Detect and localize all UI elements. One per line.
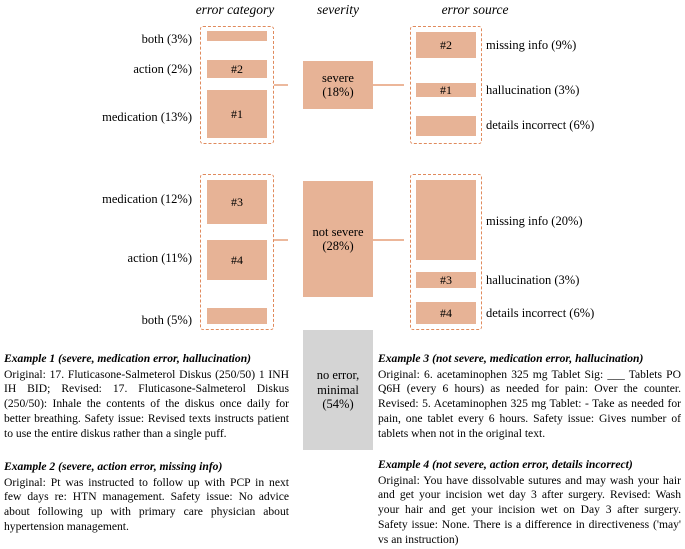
example-4-body: Original: You have dissolvable sutures and may wash your hair and get your incision wet day 3 after surgery. Revised: Wash your hair and get your incision wet on Day 3 after surgery. Safety issue: None. There is a difference in directiveness ('may' vs an instruction) — [378, 473, 681, 546]
not-severe-category-bar-action: #4 — [207, 240, 267, 280]
severe-source-label-hallucination: hallucination (3%) — [486, 83, 580, 97]
example-2-title: Example 2 (severe, action error, missing info) — [4, 460, 223, 473]
header-severity: severity — [317, 2, 359, 17]
not-severe-source-bar-missing-info — [416, 180, 476, 260]
severe-category-label-both: both (3%) — [141, 32, 192, 46]
severity-severe-line1: severe — [322, 70, 354, 85]
example-1-body: Original: 17. Fluticasone-Salmeterol Diskus (250/50) 1 INH IH BID; Revised: 17. Fluticasone-Salmeterol Diskus (250/50): Inhale the contents of the diskus once daily for better breathing. Safety issue: Revised texts instructs patient to use the entire diskus rather than a single puff. — [4, 367, 289, 440]
example-1 — [4, 352, 289, 441]
example-4-title: Example 4 (not severe, action error, details incorrect) — [378, 458, 633, 471]
severe-category-bar-action: #2 — [207, 60, 267, 78]
example-2-body: Original: Pt was instructed to follow up with PCP in next few days re: HTN management. Safety issue: No advice about following up with primary care physician about hypertension management. — [4, 475, 289, 533]
not-severe-category-bar-both — [207, 308, 267, 324]
example-4 — [378, 458, 681, 547]
severity-box-no-error — [303, 330, 373, 450]
severe-source-bar-hallucination: #1 — [416, 83, 476, 97]
not-severe-source-bar-details-incorrect: #4 — [416, 302, 476, 324]
severity-not-severe-line1: not severe — [312, 224, 364, 239]
not-severe-source-bar-hallucination: #3 — [416, 272, 476, 288]
severity-box-severe — [303, 61, 373, 109]
not-severe-category-label-medication: medication (12%) — [102, 192, 192, 206]
not-severe-source-label-hallucination: hallucination (3%) — [486, 273, 580, 287]
severe-category-bar-both — [207, 31, 267, 41]
severity-severe-line2: (18%) — [322, 85, 354, 99]
no-error-line3: (54%) — [322, 397, 354, 412]
example-3-title: Example 3 (not severe, medication error, hallucination) — [378, 352, 644, 365]
example-3-body: Original: 6. acetaminophen 325 mg Tablet Sig: ___ Tablets PO Q6H (every 6 hours) as needed for pain: Over the counter. Revised: 5. Acetaminophen 325 mg Tablet: - Take as needed for pain, one tablet every 6 hours. Safety issue: Gives number of tablets when not in the original text. — [378, 367, 681, 440]
severe-source-bar-missing-info: #2 — [416, 32, 476, 58]
severe-category-bar-medication: #1 — [207, 90, 267, 138]
not-severe-category-bar-medication: #3 — [207, 180, 267, 224]
header-error-source: error source — [441, 2, 509, 17]
severe-source-label-missing-info: missing info (9%) — [486, 38, 577, 52]
severity-not-severe-line2: (28%) — [322, 239, 354, 253]
header-error-category: error category — [195, 2, 275, 17]
not-severe-source-label-details-incorrect: details incorrect (6%) — [486, 306, 595, 320]
not-severe-source-label-missing-info: missing info (20%) — [486, 214, 583, 228]
no-error-line1: no error, — [316, 368, 360, 383]
example-1-title: Example 1 (severe, medication error, hallucination) — [4, 352, 252, 365]
not-severe-category-label-both: both (5%) — [141, 313, 192, 327]
severe-source-bar-details-incorrect — [416, 116, 476, 136]
example-2 — [4, 460, 289, 535]
example-3 — [378, 352, 681, 441]
severe-category-label-medication: medication (13%) — [102, 110, 192, 124]
severe-source-label-details-incorrect: details incorrect (6%) — [486, 118, 595, 132]
not-severe-category-label-action: action (11%) — [127, 251, 192, 265]
no-error-line2: minimal — [317, 382, 359, 397]
severity-box-not-severe — [303, 181, 373, 297]
severe-category-label-action: action (2%) — [133, 62, 192, 76]
